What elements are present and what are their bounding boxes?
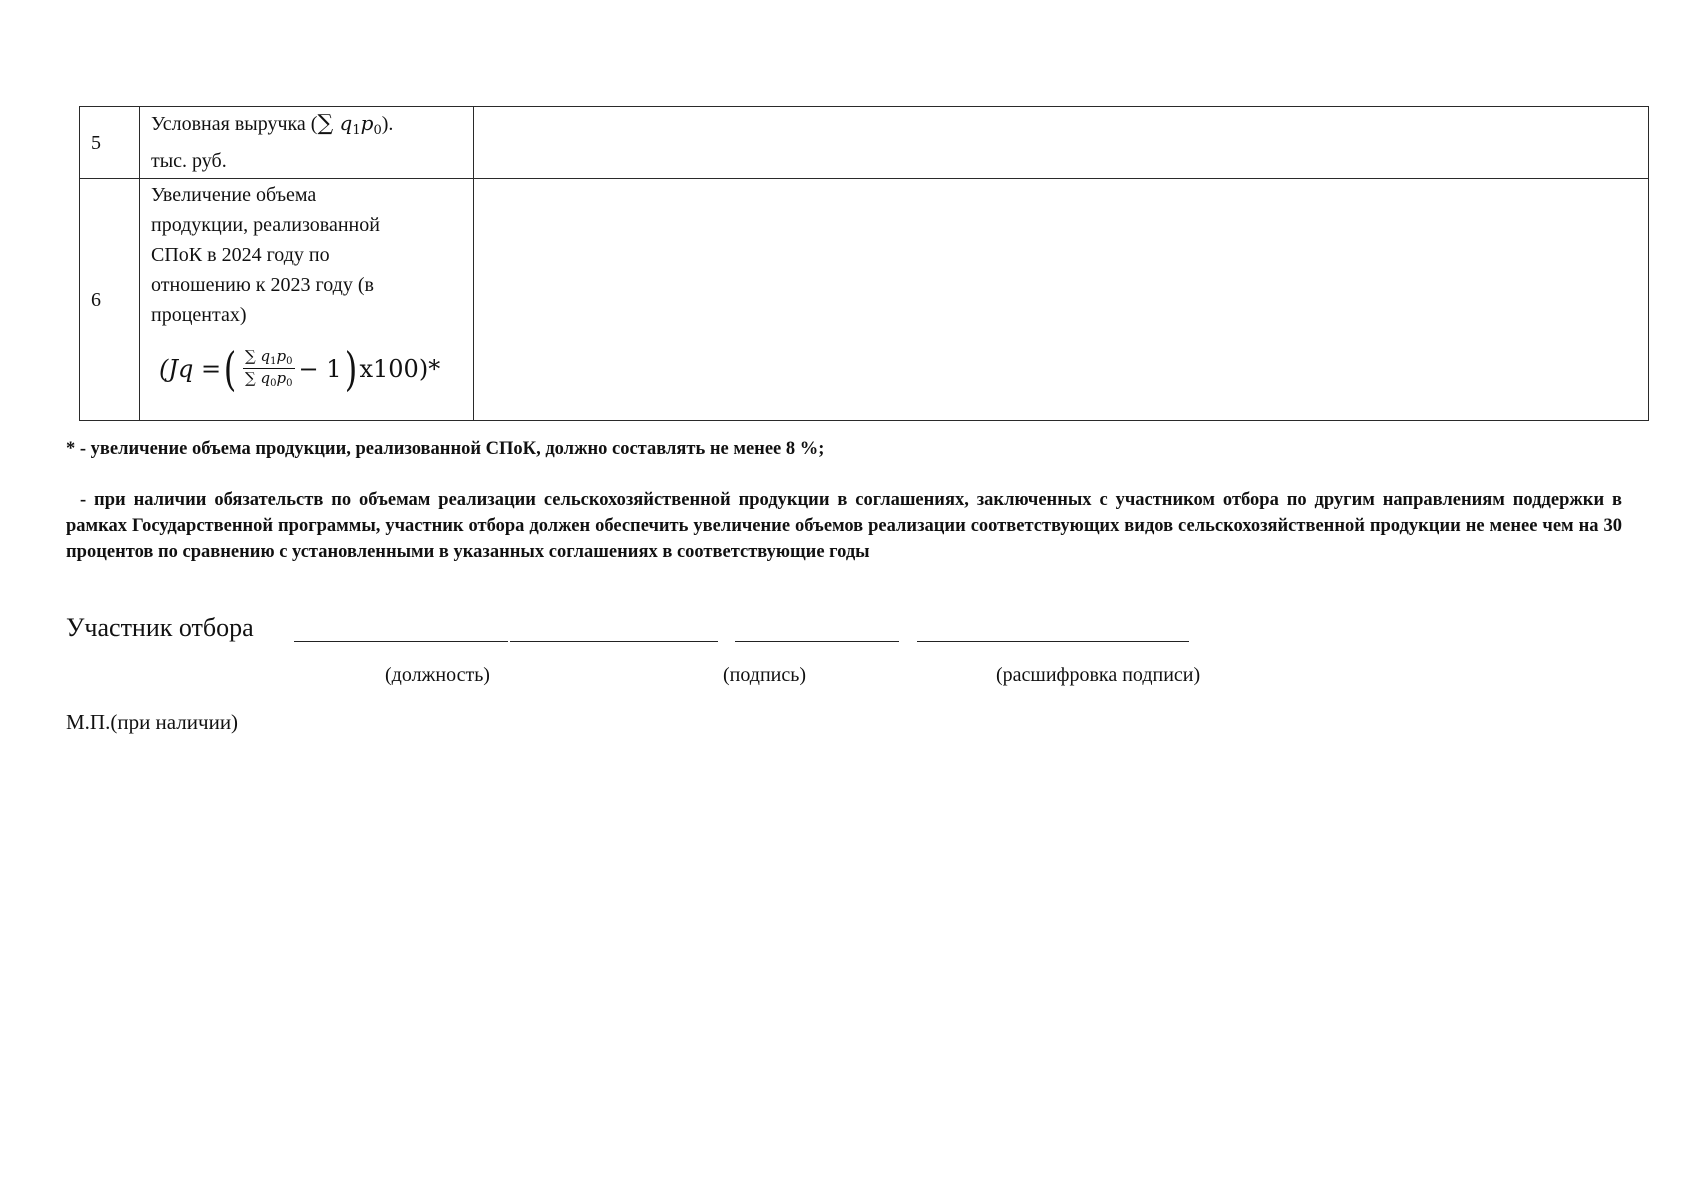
- row-name-unit: тыс. руб.: [151, 150, 227, 172]
- row-name-line: продукции, реализованной: [151, 214, 380, 236]
- row-name-tail: ).: [381, 113, 394, 135]
- stamp-note: М.П.(при наличии): [66, 710, 239, 734]
- row-name-line: отношению к 2023 году (в: [151, 274, 374, 296]
- signer-label: Участник отбора: [66, 613, 254, 642]
- row-name-line: СПоК в 2024 году по: [151, 244, 330, 266]
- formula-lhs: (Jq =: [159, 355, 222, 383]
- table-row: [80, 107, 1649, 179]
- row-number: 5: [80, 107, 140, 179]
- caption-position: (должность): [385, 664, 490, 686]
- caption-decoding: (расшифровка подписи): [996, 664, 1201, 686]
- formula-minus-one: − 1: [298, 355, 342, 383]
- signature-line[interactable]: [735, 641, 899, 642]
- formula-fraction: $\frac{\sum q_1p_0}{\sum q_0p_0}$: [245, 347, 293, 389]
- indicators-table: [79, 106, 1649, 421]
- row-name-cell: [140, 179, 474, 421]
- value-cell[interactable]: [474, 107, 1649, 179]
- formula-rhs: x100)*: [359, 355, 441, 383]
- row-name-line: Увеличение объема: [151, 184, 317, 206]
- row-number: 6: [80, 179, 140, 421]
- row-name-line: процентах): [151, 304, 247, 326]
- jq-formula: (Jq = ( $\frac{\sum q_1p_0}{\sum q_0p_0}$ − 1 ) x100)*: [159, 342, 441, 396]
- signature-decoding-line[interactable]: [917, 641, 1189, 642]
- position-line[interactable]: [294, 641, 508, 642]
- value-cell[interactable]: [474, 179, 1649, 421]
- sum-q1p0-formula: ∑ $q_1p_0$: [317, 111, 382, 138]
- caption-signature: (подпись): [723, 664, 807, 686]
- table-row: [80, 179, 1649, 421]
- row-name-text: Условная выручка (: [151, 113, 318, 135]
- row-name-cell: [140, 107, 474, 179]
- position-line-extension: [510, 641, 718, 642]
- footnote-min-increase: * - увеличение объема продукции, реализованной СПоК, должно составлять не менее 8 %;: [66, 439, 825, 459]
- footnote-obligations: - при наличии обязательств по объемам реализации сельскохозяйственной продукции в соглашениях, заключенных с участником отбора по другим направлениям поддержки в рамках Государственной программы, участник отбора должен обеспечить увеличение объемов реализации соответствующих видов сельскохозяйственной продукции не менее чем на 30 процентов по сравнению с установленными в указанных соглашениях в соответствующие годы: [66, 490, 1622, 562]
